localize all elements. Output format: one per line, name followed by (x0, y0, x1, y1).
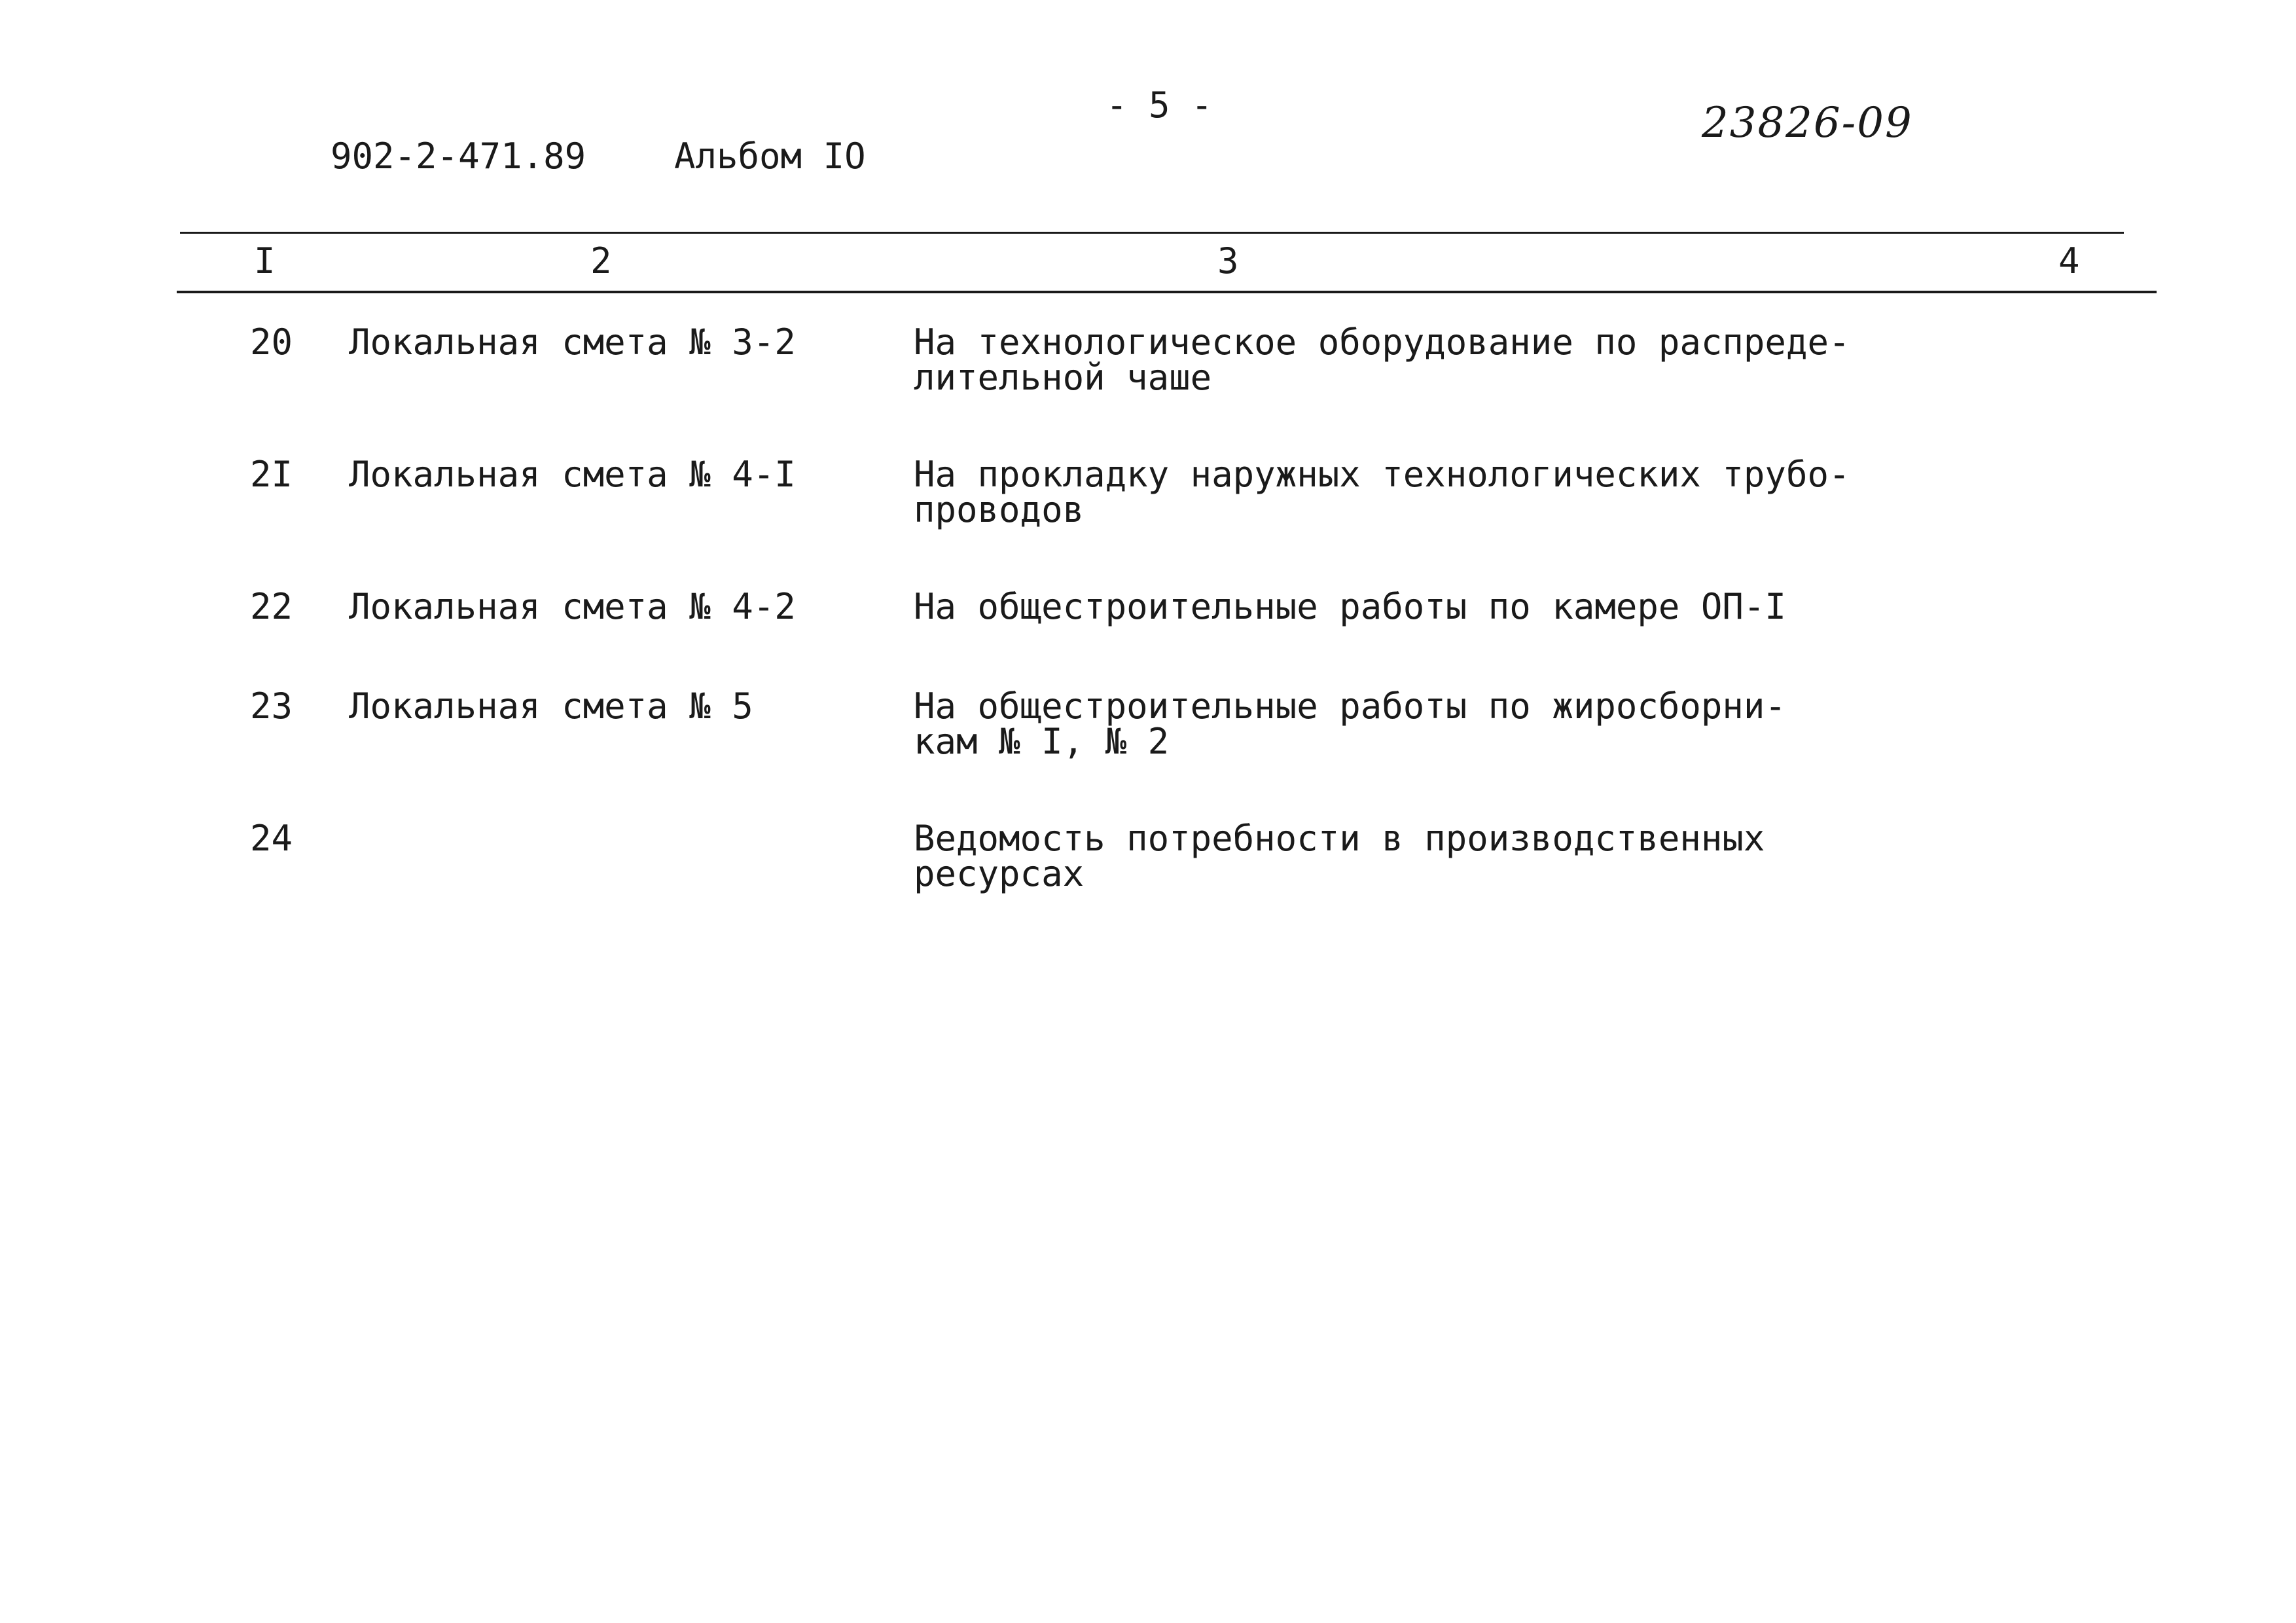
page-number: - 5 - (1106, 84, 1213, 126)
row-description: На общестроительные работы по камере ОП-I (914, 586, 1786, 627)
inventory-number: 23826-09 (1702, 99, 1913, 147)
row-name: Локальная смета № 5 (349, 685, 753, 727)
row-name: Локальная смета № 4-2 (349, 586, 796, 627)
row-number: 24 (250, 818, 293, 859)
row-description: На общестроительные работы по жиросборни- кам № I, № 2 (914, 685, 1786, 762)
row-description: На прокладку наружных технологических трубо- проводов (914, 454, 1850, 530)
row-number: 20 (250, 321, 293, 363)
column-header-1: I (254, 240, 276, 282)
column-header-2: 2 (590, 240, 612, 282)
row-description: Ведомость потребности в производственных ресурсах (914, 818, 1765, 894)
row-number: 22 (250, 586, 293, 627)
column-header-3: 3 (1217, 240, 1239, 282)
row-number: 2I (250, 454, 293, 495)
table-header-rule (177, 291, 2157, 293)
row-number: 23 (250, 685, 293, 727)
album-label: Альбом IO (674, 136, 866, 177)
row-description: На технологическое оборудование по распреде- лительной чаше (914, 321, 1850, 398)
row-name: Локальная смета № 4-I (349, 454, 796, 495)
column-header-4: 4 (2058, 240, 2080, 282)
table-top-rule (180, 232, 2124, 234)
row-name: Локальная смета № 3-2 (349, 321, 796, 363)
document-code: 902-2-471.89 (331, 136, 586, 177)
